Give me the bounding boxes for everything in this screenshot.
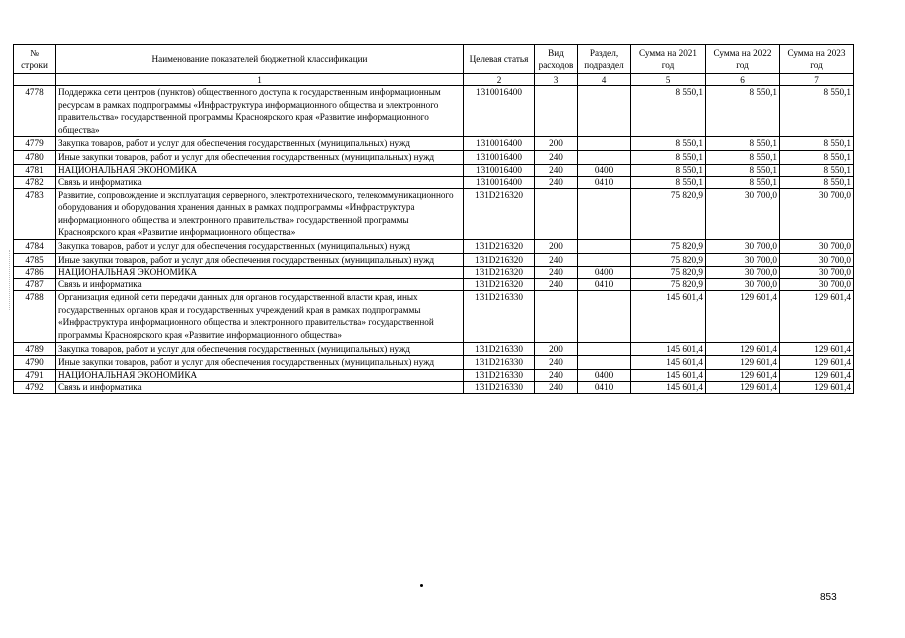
sum-2022-cell: 8 550,1 <box>706 86 780 137</box>
sum-2022-cell: 129 601,4 <box>706 291 780 342</box>
header-sum-2021: Сумма на 2021 год <box>631 45 706 74</box>
sum-2021-cell: 75 820,9 <box>631 239 706 253</box>
indicator-name-cell: Иные закупки товаров, работ и услуг для обеспечения государственных (муниципальных) нужд <box>56 253 464 267</box>
row-number-cell: 4789 <box>14 342 56 356</box>
sum-2022-cell: 30 700,0 <box>706 267 780 279</box>
sum-2023-cell: 129 601,4 <box>780 342 854 356</box>
target-article-cell: 131D216330 <box>464 291 535 342</box>
header-section: Раздел, подраздел <box>578 45 631 74</box>
column-number: 1 <box>56 74 464 86</box>
sum-2023-cell: 8 550,1 <box>780 137 854 151</box>
target-article-cell: 131D216320 <box>464 267 535 279</box>
table-row <box>14 267 854 279</box>
target-article-cell: 1310016400 <box>464 164 535 176</box>
sum-2021-cell: 145 601,4 <box>631 342 706 356</box>
sum-2021-cell: 75 820,9 <box>631 279 706 291</box>
target-article-cell: 1310016400 <box>464 137 535 151</box>
section-cell <box>578 342 631 356</box>
row-number-cell: 4778 <box>14 86 56 137</box>
sum-2023-cell: 30 700,0 <box>780 253 854 267</box>
expense-type-cell <box>535 291 578 342</box>
sum-2021-cell: 75 820,9 <box>631 267 706 279</box>
expense-type-cell: 240 <box>535 253 578 267</box>
indicator-name-cell: Поддержка сети центров (пунктов) общественного доступа к государственным информационным ресурсам в рамках подпрограммы «Инфраструктура информационного общества и электронного правительства» государственной программы Красноярского края «Развитие информационного общества» <box>56 86 464 137</box>
row-number-cell: 4779 <box>14 137 56 151</box>
section-cell: 0410 <box>578 176 631 188</box>
table-row <box>14 176 854 188</box>
target-article-cell: 131D216330 <box>464 356 535 370</box>
column-number: 3 <box>535 74 578 86</box>
indicator-name-cell: НАЦИОНАЛЬНАЯ ЭКОНОМИКА <box>56 369 464 381</box>
sum-2021-cell: 8 550,1 <box>631 164 706 176</box>
section-cell <box>578 356 631 370</box>
column-number: 6 <box>706 74 780 86</box>
sum-2023-cell: 129 601,4 <box>780 291 854 342</box>
expense-type-cell: 240 <box>535 356 578 370</box>
expense-type-cell: 240 <box>535 164 578 176</box>
sum-2022-cell: 129 601,4 <box>706 356 780 370</box>
section-cell: 0400 <box>578 164 631 176</box>
column-number-blank <box>14 74 56 86</box>
sum-2023-cell: 30 700,0 <box>780 279 854 291</box>
expense-type-cell: 200 <box>535 137 578 151</box>
row-number-cell: 4788 <box>14 291 56 342</box>
indicator-name-cell: Связь и информатика <box>56 176 464 188</box>
table-row <box>14 279 854 291</box>
row-number-cell: 4780 <box>14 150 56 164</box>
row-number-cell: 4785 <box>14 253 56 267</box>
table-row <box>14 369 854 381</box>
sum-2022-cell: 30 700,0 <box>706 253 780 267</box>
sum-2022-cell: 8 550,1 <box>706 176 780 188</box>
table-row <box>14 188 854 239</box>
column-number: 7 <box>780 74 854 86</box>
column-number-row <box>14 74 854 86</box>
expense-type-cell: 240 <box>535 381 578 393</box>
section-cell <box>578 291 631 342</box>
indicator-name-cell: Развитие, сопровождение и эксплуатация серверного, электротехнического, телекоммуникационного оборудования и оборудования хранения данных в рамках подпрограммы «Инфраструктура информационного общества и электронного правительства» государственной программы Красноярского края «Развитие информационного общества» <box>56 188 464 239</box>
sum-2022-cell: 30 700,0 <box>706 188 780 239</box>
indicator-name-cell: Связь и информатика <box>56 279 464 291</box>
table-row <box>14 239 854 253</box>
section-cell <box>578 239 631 253</box>
sum-2023-cell: 129 601,4 <box>780 381 854 393</box>
column-number: 2 <box>464 74 535 86</box>
sum-2023-cell: 8 550,1 <box>780 86 854 137</box>
section-cell <box>578 86 631 137</box>
scan-dot <box>420 584 423 587</box>
table-row <box>14 291 854 342</box>
sum-2021-cell: 75 820,9 <box>631 253 706 267</box>
target-article-cell: 1310016400 <box>464 150 535 164</box>
row-number-cell: 4783 <box>14 188 56 239</box>
section-cell: 0400 <box>578 267 631 279</box>
section-cell <box>578 137 631 151</box>
budget-table <box>13 44 854 394</box>
sum-2022-cell: 8 550,1 <box>706 164 780 176</box>
expense-type-cell: 200 <box>535 342 578 356</box>
target-article-cell: 1310016400 <box>464 176 535 188</box>
sum-2022-cell: 30 700,0 <box>706 239 780 253</box>
table-row <box>14 86 854 137</box>
indicator-name-cell: Иные закупки товаров, работ и услуг для обеспечения государственных (муниципальных) нужд <box>56 150 464 164</box>
header-expense-type: Вид расходов <box>535 45 578 74</box>
section-cell <box>578 253 631 267</box>
row-number-cell: 4791 <box>14 369 56 381</box>
table-body <box>14 86 854 394</box>
target-article-cell: 1310016400 <box>464 86 535 137</box>
sum-2023-cell: 8 550,1 <box>780 164 854 176</box>
sum-2021-cell: 145 601,4 <box>631 356 706 370</box>
expense-type-cell: 240 <box>535 150 578 164</box>
target-article-cell: 131D216320 <box>464 253 535 267</box>
expense-type-cell <box>535 86 578 137</box>
indicator-name-cell: Закупка товаров, работ и услуг для обеспечения государственных (муниципальных) нужд <box>56 137 464 151</box>
indicator-name-cell: Иные закупки товаров, работ и услуг для обеспечения государственных (муниципальных) нужд <box>56 356 464 370</box>
scan-margin-mark <box>9 250 11 310</box>
target-article-cell: 131D216330 <box>464 342 535 356</box>
row-number-cell: 4792 <box>14 381 56 393</box>
sum-2021-cell: 8 550,1 <box>631 86 706 137</box>
row-number-cell: 4786 <box>14 267 56 279</box>
expense-type-cell <box>535 188 578 239</box>
expense-type-cell: 200 <box>535 239 578 253</box>
column-number: 4 <box>578 74 631 86</box>
expense-type-cell: 240 <box>535 176 578 188</box>
table-row <box>14 164 854 176</box>
row-number-cell: 4787 <box>14 279 56 291</box>
sum-2023-cell: 30 700,0 <box>780 239 854 253</box>
table-row <box>14 150 854 164</box>
table-header-row <box>14 45 854 74</box>
expense-type-cell: 240 <box>535 279 578 291</box>
row-number-cell: 4782 <box>14 176 56 188</box>
row-number-cell: 4784 <box>14 239 56 253</box>
sum-2023-cell: 8 550,1 <box>780 176 854 188</box>
header-row-number: № строки <box>14 45 56 74</box>
indicator-name-cell: Связь и информатика <box>56 381 464 393</box>
sum-2021-cell: 8 550,1 <box>631 150 706 164</box>
indicator-name-cell: НАЦИОНАЛЬНАЯ ЭКОНОМИКА <box>56 164 464 176</box>
sum-2023-cell: 30 700,0 <box>780 267 854 279</box>
section-cell: 0400 <box>578 369 631 381</box>
sum-2022-cell: 129 601,4 <box>706 381 780 393</box>
sum-2022-cell: 129 601,4 <box>706 342 780 356</box>
section-cell <box>578 188 631 239</box>
sum-2022-cell: 129 601,4 <box>706 369 780 381</box>
target-article-cell: 131D216330 <box>464 369 535 381</box>
section-cell <box>578 150 631 164</box>
header-target-article: Целевая статья <box>464 45 535 74</box>
sum-2021-cell: 8 550,1 <box>631 176 706 188</box>
sum-2021-cell: 145 601,4 <box>631 381 706 393</box>
section-cell: 0410 <box>578 381 631 393</box>
table-row <box>14 356 854 370</box>
expense-type-cell: 240 <box>535 267 578 279</box>
column-number: 5 <box>631 74 706 86</box>
sum-2023-cell: 30 700,0 <box>780 188 854 239</box>
indicator-name-cell: Закупка товаров, работ и услуг для обеспечения государственных (муниципальных) нужд <box>56 239 464 253</box>
table-row <box>14 342 854 356</box>
table-row <box>14 381 854 393</box>
row-number-cell: 4790 <box>14 356 56 370</box>
table-row <box>14 253 854 267</box>
expense-type-cell: 240 <box>535 369 578 381</box>
indicator-name-cell: Организация единой сети передачи данных для органов государственной власти края, иных государственных органов края и государственных учреждений края в рамках подпрограммы «Инфраструктура информационного общества и электронного правительства» государственной программы Красноярского края «Развитие информационного общества» <box>56 291 464 342</box>
indicator-name-cell: НАЦИОНАЛЬНАЯ ЭКОНОМИКА <box>56 267 464 279</box>
sum-2023-cell: 8 550,1 <box>780 150 854 164</box>
section-cell: 0410 <box>578 279 631 291</box>
header-sum-2022: Сумма на 2022 год <box>706 45 780 74</box>
header-indicator-name: Наименование показателей бюджетной классификации <box>56 45 464 74</box>
target-article-cell: 131D216320 <box>464 279 535 291</box>
sum-2021-cell: 75 820,9 <box>631 188 706 239</box>
target-article-cell: 131D216330 <box>464 381 535 393</box>
sum-2023-cell: 129 601,4 <box>780 356 854 370</box>
sum-2021-cell: 145 601,4 <box>631 291 706 342</box>
table-row <box>14 137 854 151</box>
sum-2021-cell: 8 550,1 <box>631 137 706 151</box>
page-number: 853 <box>820 592 837 603</box>
target-article-cell: 131D216320 <box>464 188 535 239</box>
sum-2021-cell: 145 601,4 <box>631 369 706 381</box>
sum-2023-cell: 129 601,4 <box>780 369 854 381</box>
indicator-name-cell: Закупка товаров, работ и услуг для обеспечения государственных (муниципальных) нужд <box>56 342 464 356</box>
header-sum-2023: Сумма на 2023 год <box>780 45 854 74</box>
sum-2022-cell: 8 550,1 <box>706 137 780 151</box>
sum-2022-cell: 8 550,1 <box>706 150 780 164</box>
row-number-cell: 4781 <box>14 164 56 176</box>
target-article-cell: 131D216320 <box>464 239 535 253</box>
sum-2022-cell: 30 700,0 <box>706 279 780 291</box>
